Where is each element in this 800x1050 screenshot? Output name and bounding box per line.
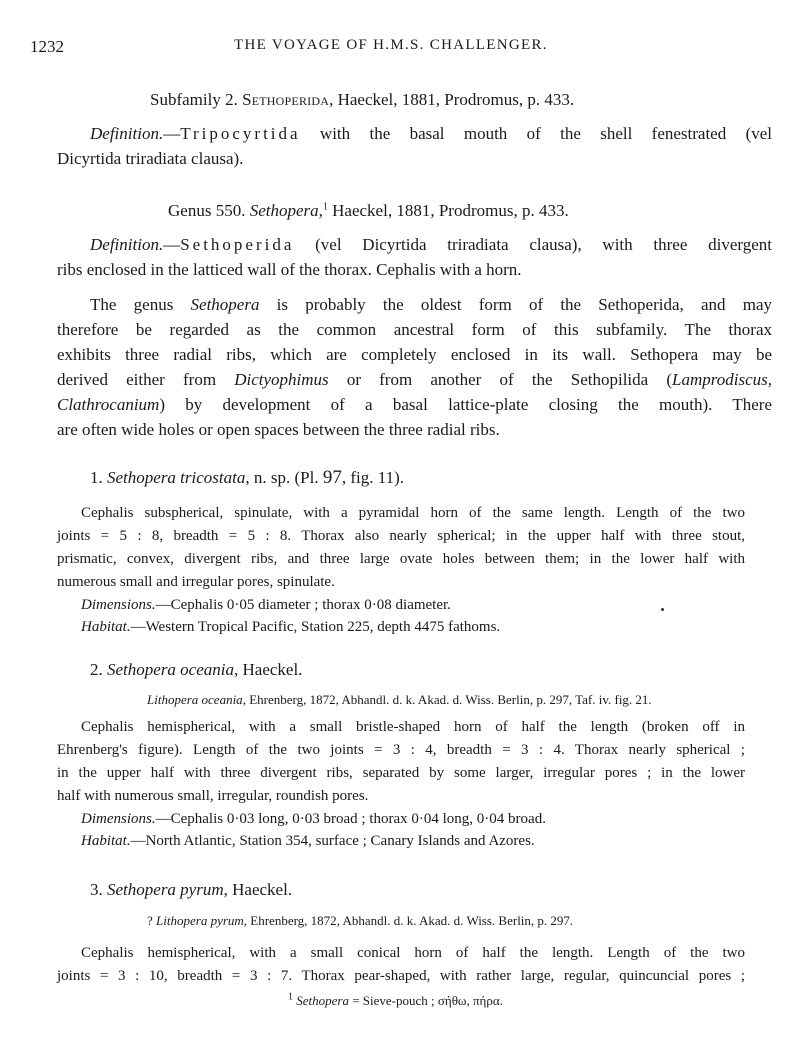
subfamily-heading [150, 90, 574, 110]
footnote-ref: 1 [322, 201, 328, 213]
page-number: 1232 [30, 37, 64, 56]
discussion-line-2: therefore be regarded as the common ancestral form of this subfamily. The thorax [57, 320, 772, 339]
discussion-line-4: derived either from Dictyophimus or from another of the Sethopilida (Lamprodiscus, [57, 370, 772, 389]
species-3-desc-line: Cephalis hemispherical, with a small conical horn of half the length. Length of the two [81, 945, 745, 961]
definition-term: Sethoperida [180, 235, 295, 254]
species-1-name: Sethopera tricostata [107, 468, 246, 487]
species-2-synonym: Lithopera oceania, Ehrenberg, 1872, Abhandl. d. k. Akad. d. Wiss. Berlin, p. 297, Taf. iv. fig. 21. [147, 692, 652, 707]
discussion-line-1: The genus Sethopera is probably the oldest form of the Sethoperida, and may [90, 295, 772, 314]
discussion-line-3: exhibits three radial ribs, which are completely enclosed in its wall. Sethopera may be [57, 345, 772, 364]
species-3-heading: 3. Sethopera pyrum, Haeckel. [90, 880, 293, 899]
subfamily-citation: , Haeckel, 1881, Prodromus, p. 433. [329, 90, 575, 109]
species-1-heading: 1. Sethopera tricostata, n. sp. (Pl. 97, fig. 11). [90, 467, 404, 488]
definition-label: Definition. [90, 235, 164, 254]
genus-definition-line-2: ribs enclosed in the latticed wall of the thorax. Cephalis with a horn. [57, 260, 522, 279]
discussion-line-5: Clathrocanium) by development of a basal lattice-plate closing the mouth). There [57, 395, 772, 414]
species-3-name: Sethopera pyrum [107, 880, 224, 899]
genus-name: Sethopera, [249, 201, 323, 220]
running-title: THE VOYAGE OF H.M.S. CHALLENGER. [234, 37, 548, 53]
species-2-heading: 2. Sethopera oceania, Haeckel. [90, 660, 303, 679]
genus-definition-line-1: Definition.—Sethoperida (vel Dicyrtida triradiata clausa), with three divergent [90, 235, 772, 254]
species-1-desc-line: joints = 5 : 8, breadth = 5 : 8. Thorax also nearly spherical; in the upper half with three stout, [57, 528, 745, 544]
subfamily-definition-line-1: Definition.—Tripocyrtida with the basal mouth of the shell fenestrated (vel [90, 124, 772, 143]
species-1-desc-line: prismatic, convex, divergent ribs, and three large ovate holes between them; in the lower half with [57, 551, 745, 567]
species-2-dimensions: Dimensions.—Cephalis 0·03 long, 0·03 broad ; thorax 0·04 long, 0·04 broad. [81, 811, 546, 827]
species-2-name: Sethopera oceania [107, 660, 234, 679]
species-3-synonym: ? Lithopera pyrum, Ehrenberg, 1872, Abhandl. d. k. Akad. d. Wiss. Berlin, p. 297. [147, 913, 574, 928]
species-3-desc-line: joints = 3 : 10, breadth = 3 : 7. Thorax pear-shaped, with rather large, regular, quincuncial pores ; [57, 968, 745, 984]
definition-term: Tripocyrtida [180, 124, 301, 143]
genus-heading: Genus 550. Sethopera,$^1$ Haeckel, 1881, Prodromus, p. 433. [168, 201, 569, 220]
species-2-desc-line: in the upper half with three divergent ribs, separated by some larger, irregular pores ; in the lower [57, 765, 745, 781]
species-1-dimensions: Dimensions.—Cephalis 0·05 diameter ; thorax 0·08 diameter. [81, 597, 451, 613]
species-1-habitat: Habitat.—Western Tropical Pacific, Station 225, depth 4475 fathoms. [81, 619, 501, 635]
species-2-habitat: Habitat.—North Atlantic, Station 354, surface ; Canary Islands and Azores. [81, 833, 535, 849]
definition-label: Definition. [90, 124, 164, 143]
footnote: $^1$ Sethopera = Sieve-pouch ; σήθω, πήρα. [288, 991, 503, 1008]
subfamily-definition-line-2: Dicyrtida triradiata clausa). [57, 149, 244, 168]
subfamily-name: Sethoperida [242, 90, 330, 109]
species-1-desc-line: numerous small and irregular pores, spinulate. [57, 574, 335, 590]
species-1-desc-line: Cephalis subspherical, spinulate, with a pyramidal horn of the same length. Length of the two [81, 505, 745, 521]
species-2-desc-line: Ehrenberg's figure). Length of the two joints = 3 : 4, breadth = 3 : 4. Thorax nearly spherical ; [57, 742, 745, 758]
species-2-desc-line: Cephalis hemispherical, with a small bristle-shaped horn of half the length (broken off in [81, 719, 745, 735]
species-2-desc-line: half with numerous small, irregular, roundish pores. [57, 788, 369, 804]
stray-mark [661, 608, 664, 611]
subfamily-prefix: Subfamily 2. [150, 90, 238, 109]
discussion-line-6: are often wide holes or open spaces between the three radial ribs. [57, 420, 500, 439]
